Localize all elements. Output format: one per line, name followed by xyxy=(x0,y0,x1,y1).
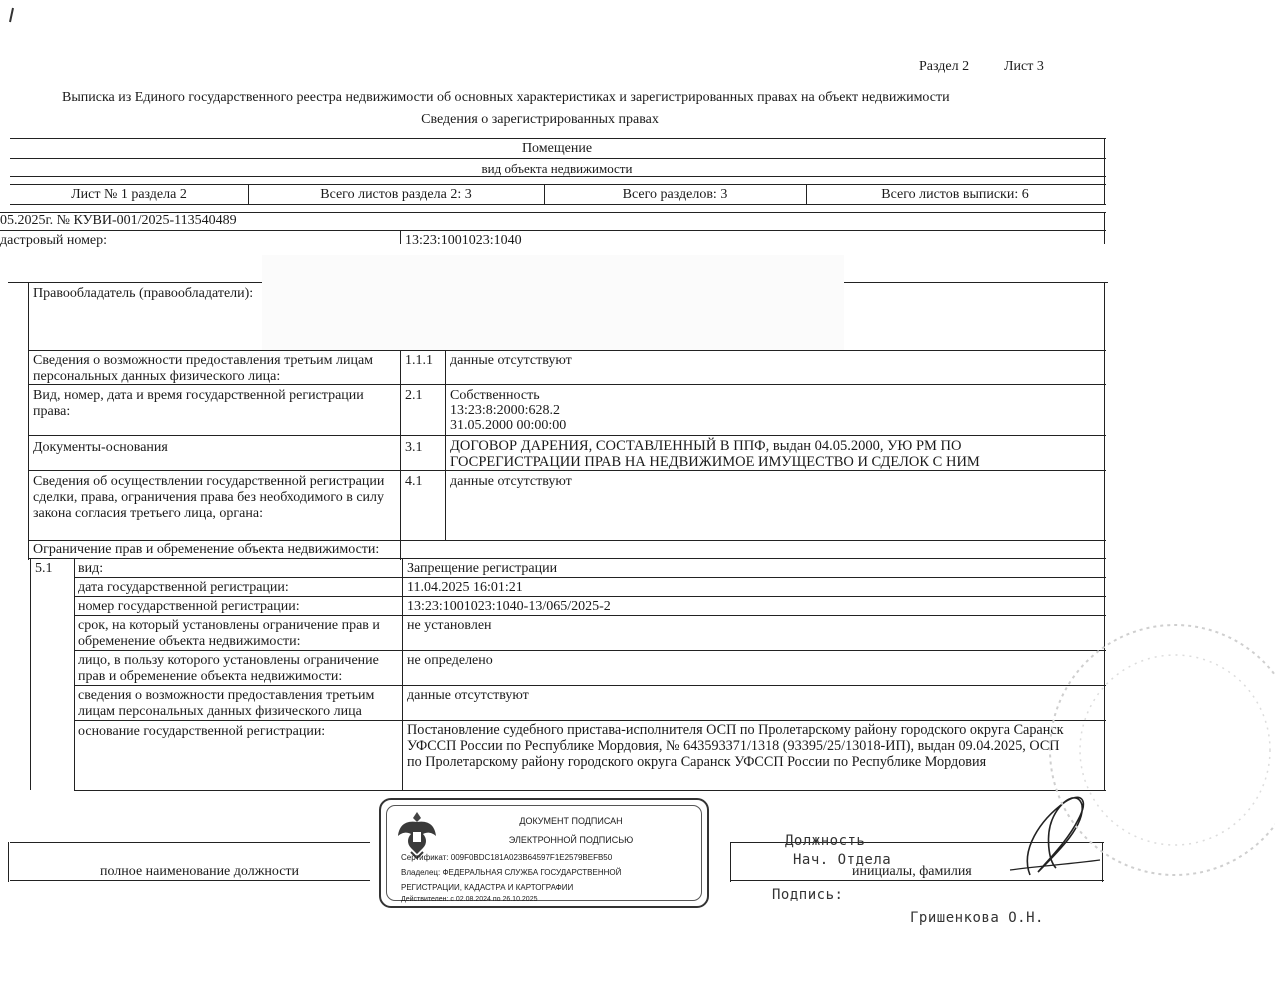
rule xyxy=(1104,212,1105,244)
docs-value: ДОГОВОР ДАРЕНИЯ, СОСТАВЛЕННЫЙ В ППФ, выдан 04.05.2000, УЮ РМ ПО ГОСРЕГИСТРАЦИИ ПРАВ НА НЕДВИЖИМОЕ ИМУЩЕСТВО И СДЕЛОК С НИМ xyxy=(450,438,980,470)
restriction-regnum-value: 13:23:1001023:1040-13/065/2025-2 xyxy=(407,599,611,614)
redacted-area xyxy=(262,255,844,350)
electronic-signature-stamp xyxy=(379,798,709,908)
rule xyxy=(400,230,401,244)
total-section-sheets: Всего листов раздела 2: 3 xyxy=(320,187,472,202)
deal-number: 4.1 xyxy=(405,474,423,489)
restriction-term-value: не установлен xyxy=(407,618,492,633)
restriction-regnum-label: номер государственной регистрации: xyxy=(78,599,300,614)
rule xyxy=(28,282,29,560)
rule xyxy=(400,350,401,560)
rule xyxy=(74,615,1106,616)
rule xyxy=(28,350,1106,351)
seal-circle-icon xyxy=(1035,540,1275,960)
object-name: Помещение xyxy=(521,141,593,156)
object-type-caption: вид объекта недвижимости xyxy=(481,161,633,176)
handwritten-signature-label: Подпись: xyxy=(772,887,844,903)
restriction-term-label: срок, на который установлены ограничение прав и обременение объекта недвижимости: xyxy=(78,618,380,649)
rule xyxy=(74,720,1106,721)
restriction-beneficiary-value: не определено xyxy=(407,653,493,668)
rule xyxy=(445,350,446,540)
rule xyxy=(74,790,1106,791)
rule xyxy=(10,204,1106,205)
handwritten-position-label: Должность xyxy=(785,833,866,849)
right-registration-number: 13:23:8:2000:628.2 xyxy=(450,403,561,418)
personal-data-number: 1.1.1 xyxy=(405,353,433,368)
rule xyxy=(28,540,1106,541)
right-type: Собственность xyxy=(450,388,540,403)
section-number: Раздел 2 xyxy=(919,59,970,74)
stamp-owner-line-2: РЕГИСТРАЦИИ, КАДАСТРА И КАРТОГРАФИИ xyxy=(401,883,574,892)
rule xyxy=(10,842,370,843)
restriction-beneficiary-label: лицо, в пользу которого установлены ограничение прав и обременение объекта недвижимости: xyxy=(78,653,379,684)
document-number: 05.2025г. № КУВИ-001/2025-113540489 xyxy=(0,213,237,228)
rule xyxy=(74,685,1106,686)
rule xyxy=(28,435,1106,436)
docs-number: 3.1 xyxy=(405,440,423,455)
rule xyxy=(74,558,75,790)
restriction-header: Ограничение прав и обременение объекта недвижимости: xyxy=(33,542,380,557)
restriction-date-value: 11.04.2025 16:01:21 xyxy=(407,580,523,595)
rule xyxy=(30,558,31,790)
rule xyxy=(10,880,370,881)
deal-value: данные отсутствуют xyxy=(450,474,572,489)
rule xyxy=(10,176,1106,177)
restriction-kind-value: Запрещение регистрации xyxy=(407,561,558,576)
restriction-personal-label: сведения о возможности предоставления третьим лицам персональных данных физического лица xyxy=(78,688,375,719)
rule xyxy=(730,842,731,882)
restriction-number: 5.1 xyxy=(35,561,53,576)
right-number: 2.1 xyxy=(405,388,423,403)
document-title: Выписка из Единого государственного реестра недвижимости об основных характеристиках и зарегистрированных правах на объект недвижимости xyxy=(62,90,950,105)
docs-label: Документы-основания xyxy=(33,440,168,455)
rule xyxy=(74,596,1106,597)
sheet-no: Лист № 1 раздела 2 xyxy=(71,187,187,202)
document-subtitle: Сведения о зарегистрированных правах xyxy=(421,112,659,127)
initials-caption: инициалы, фамилия xyxy=(852,864,972,879)
position-caption: полное наименование должности xyxy=(100,864,300,879)
rule xyxy=(28,558,1106,559)
stamp-validity: Действителен: с 02.08.2024 по 26.10.2025 xyxy=(401,896,538,903)
right-label: Вид, номер, дата и время государственной регистрации права: xyxy=(33,388,364,419)
restriction-basis-label: основание государственной регистрации: xyxy=(78,724,326,739)
rule xyxy=(10,158,1106,159)
stamp-line-1: ДОКУМЕНТ ПОДПИСАН xyxy=(519,816,623,826)
sheet-number: Лист 3 xyxy=(1004,59,1044,74)
rule xyxy=(28,384,1106,385)
rule xyxy=(10,184,1106,185)
stamp-line-2: ЭЛЕКТРОННОЙ ПОДПИСЬЮ xyxy=(508,835,634,845)
rule xyxy=(402,558,403,790)
stamp-owner-line-1: Владелец: ФЕДЕРАЛЬНАЯ СЛУЖБА ГОСУДАРСТВЕННОЙ xyxy=(401,868,622,877)
deal-label: Сведения об осуществлении государственной регистрации сделки, права, ограничения права без необходимого в силу закона согласия третьего лица, органа: xyxy=(33,474,385,521)
rule xyxy=(28,470,1106,471)
restriction-date-label: дата государственной регистрации: xyxy=(78,580,289,595)
handwritten-position-value: Нач. Отдела xyxy=(793,852,892,868)
total-sheets: Всего листов выписки: 6 xyxy=(881,187,1029,202)
total-sections: Всего разделов: 3 xyxy=(622,187,728,202)
rule xyxy=(1104,138,1105,204)
rule xyxy=(8,842,9,882)
cadastral-number: 13:23:1001023:1040 xyxy=(405,233,522,248)
handwritten-name: Гришенкова О.Н. xyxy=(910,910,1044,926)
rule xyxy=(74,650,1106,651)
cadastral-label: дастровый номер: xyxy=(0,233,108,248)
right-registration-date: 31.05.2000 00:00:00 xyxy=(450,418,567,433)
restriction-kind-label: вид: xyxy=(78,561,104,576)
rule xyxy=(0,230,1106,231)
restriction-basis-value: Постановление судебного пристава-исполнителя ОСП по Пролетарскому району городского округа Саранск УФССП России по Республике Мордовия, № 643593371/1318 (93395/25/13018-ИП), выдан 09.04.2025, ОСП по Пролетарскому району городского округа Саранск УФССП России по Республике Мордовия xyxy=(407,722,1064,770)
scan-mark-icon xyxy=(6,6,16,26)
restriction-personal-value: данные отсутствуют xyxy=(407,688,529,703)
holder-label: Правообладатель (правообладатели): xyxy=(33,286,254,301)
personal-data-value: данные отсутствуют xyxy=(450,353,572,368)
rule xyxy=(74,577,1106,578)
stamp-certificate: Сертификат: 009F0BDC181A023B64597F1E2579BEFB50 xyxy=(401,853,613,862)
rule xyxy=(10,138,1106,139)
personal-data-label: Сведения о возможности предоставления третьим лицам персональных данных физического лица: xyxy=(33,353,374,384)
